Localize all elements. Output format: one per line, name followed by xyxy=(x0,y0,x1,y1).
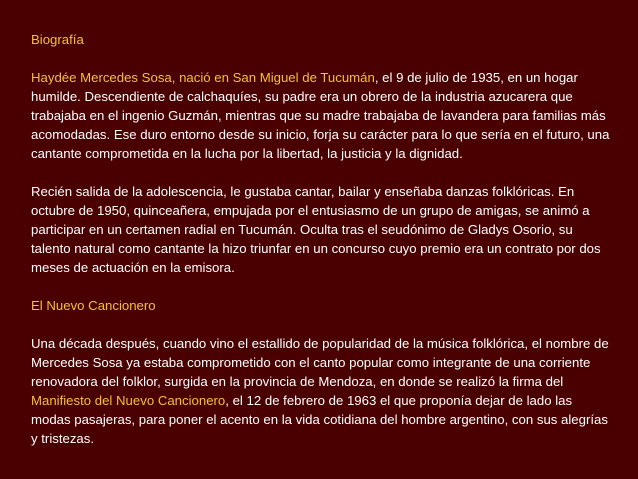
manifiesto-highlight: Manifiesto del Nuevo Cancionero xyxy=(31,393,226,408)
nuevo-cancionero-paragraph xyxy=(31,334,611,448)
biography-heading: Biografía xyxy=(31,32,84,47)
biography-paragraph-1 xyxy=(31,68,611,163)
biography-paragraph-2: Recién salida de la adolescencia, le gustaba cantar, bailar y enseñaba danzas folklóricas. En octubre de 1950, quinceañera, empujada por el entusiasmo de un grupo de amigas, se animó a participar en un certamen radial en Tucumán. Oculta tras el seudónimo de Gladys Osorio, su talento natural como cantante la hizo triunfar en un concurso cuyo premio era un contrato por dos meses de actuación en la emisora. xyxy=(31,184,601,275)
biography-name-highlight: Haydée Mercedes Sosa, nació en San Miguel de Tucumán xyxy=(31,70,375,85)
nuevo-cancionero-text-after: , el 12 de febrero de 1963 el que proponía dejar de lado las modas pasajeras, para poner el acento en la vida cotidiana del hombre argentino, con sus alegrías y tristezas. xyxy=(31,393,608,446)
biography-paragraph-1-text: , el 9 de julio de 1935, en un hogar humilde. Descendiente de calchaquíes, su padre era un obrero de la industria azucarera que trabajaba en el ingenio Guzmán, mientras que su madre trabajaba de lavandera para familias más acomodadas. Ese duro entorno desde su inicio, forja su carácter para lo que sería en el futuro, una cantante comprometida en la lucha por la libertad, la justicia y la dignidad. xyxy=(31,70,610,161)
nuevo-cancionero-text-before: Una década después, cuando vino el estallido de popularidad de la música folklórica, el nombre de Mercedes Sosa ya estaba comprometido con el canto popular como integrante de una corriente renovadora del folklor, surgida en la provincia de Mendoza, en donde se realizó la firma del xyxy=(31,336,609,389)
slide-content xyxy=(31,30,611,448)
nuevo-cancionero-heading: El Nuevo Cancionero xyxy=(31,298,156,313)
